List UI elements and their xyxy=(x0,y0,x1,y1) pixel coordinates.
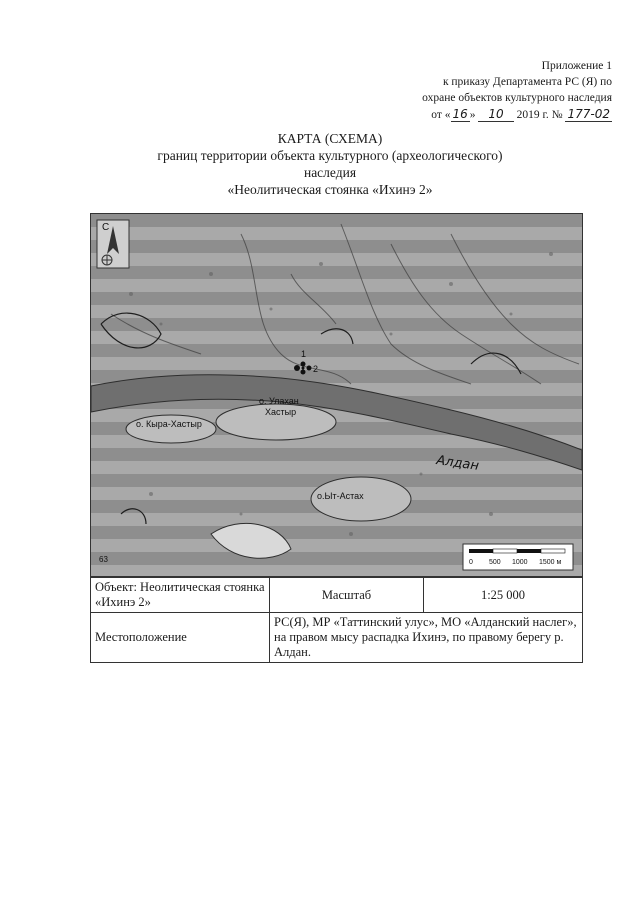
scale-bar xyxy=(463,544,573,570)
scale-value-cell: 1:25 000 xyxy=(424,578,583,613)
date-mid: » xyxy=(469,109,476,121)
north-label: С xyxy=(102,222,110,233)
scale-tick-1500: 1500 м xyxy=(539,559,562,566)
object-cell: Объект: Неолитическая стоянка «Ихинэ 2» xyxy=(91,578,270,613)
table-row-location xyxy=(91,613,583,663)
title-line-4: «Неолитическая стоянка «Ихинэ 2» xyxy=(227,182,433,197)
appendix-line-1: Приложение 1 xyxy=(541,60,612,72)
date-day: 16 xyxy=(452,107,468,121)
scale-tick-500: 500 xyxy=(489,559,501,566)
label-ulakhan-1: о. Улахан xyxy=(259,396,299,406)
appendix-line-3: охране объектов культурного наследия xyxy=(422,92,612,104)
scale-tick-0: 0 xyxy=(469,559,473,566)
label-ulakhan-2: Хастыр xyxy=(265,407,297,417)
label-kyra-khastyr: о. Кыра-Хастыр xyxy=(136,419,202,429)
title-line-3: наследия xyxy=(303,165,357,180)
appendix-block xyxy=(362,58,612,123)
info-table xyxy=(90,577,583,663)
location-label-cell: Местоположение xyxy=(91,613,270,663)
appendix-date-line xyxy=(362,106,612,123)
location-value-cell: РС(Я), МР «Таттинский улус», МО «Алданский наслег», на правом мысу распадка Ихинэ, по правому берегу р. Алдан. xyxy=(270,613,583,663)
scale-label-cell: Масштаб xyxy=(270,578,424,613)
map-image xyxy=(90,213,583,577)
order-number: 177-02 xyxy=(567,107,610,121)
label-byt-astakh: о.Ыт-Астах xyxy=(317,491,364,501)
scale-tick-1000: 1000 xyxy=(512,559,528,566)
title-line-2: границ территории объекта культурного (археологического) xyxy=(157,148,503,163)
table-row-object xyxy=(91,578,583,613)
label-corner: 63 xyxy=(99,555,108,564)
site-label-1: 1 xyxy=(301,349,307,359)
map-svg xyxy=(91,214,582,576)
label-aldan-handwritten: Алдан xyxy=(435,453,480,474)
date-month: 10 xyxy=(478,107,513,122)
document-title xyxy=(70,130,590,198)
site-number-label: 2 xyxy=(313,364,319,374)
date-year: 2019 г. № xyxy=(516,109,563,121)
appendix-line-2: к приказу Департамента РС (Я) по xyxy=(442,76,612,88)
title-line-1: КАРТА (СХЕМА) xyxy=(277,131,383,146)
date-prefix: от « xyxy=(431,109,451,121)
